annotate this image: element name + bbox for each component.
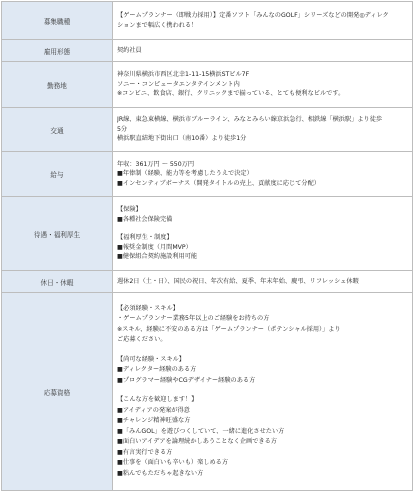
row-location (2, 62, 413, 108)
row-line: 【尚可な経験・スキル】 (117, 355, 185, 363)
row-line: ■面白いアイデアを論理続かしあうことなく企画できる方 (117, 438, 277, 446)
row-salary (2, 152, 413, 197)
row-line: ・ゲームプランナー業務5年以上のご経験をお持ちの方 (117, 315, 270, 323)
row-value (113, 40, 413, 62)
row-line: 【必須経験・スキル】 (117, 304, 179, 312)
row-label: 給与 (2, 152, 113, 197)
row-line: 神奈川県横浜市西区北幸1-11-15横浜STビル7F (117, 71, 250, 79)
job-details-table (1, 1, 413, 491)
row-value (113, 62, 413, 108)
row-label: 募集職種 (2, 2, 113, 40)
row-line: 【ゲームプランナー（即戦力採用）】定番ソフト「みんなのGOLF」シリーズなどの開発◎ディレク (117, 12, 389, 20)
row-label: 雇用形態 (2, 40, 113, 62)
row-line: ■報奨金制度（月間MVP） (117, 243, 192, 251)
row-value (113, 271, 413, 293)
row-job-type (2, 2, 413, 40)
row-line: ※スキル、経験に不安のある方は「ゲームプランナー（ポテンシャル採用）」より (117, 325, 341, 333)
row-requirements (2, 293, 413, 491)
row-label: 休日・休暇 (2, 271, 113, 293)
row-line: 【保険】 (117, 206, 142, 214)
row-line: ■インセンティブボーナス（開発タイトルの売上、貢献度に応じて分配） (117, 179, 320, 187)
row-line: JR線、東急東横線、横浜市ブルーライン、みなとみらい線京浜急行、相鉄線「横浜駅」より徒歩 (117, 116, 383, 124)
row-value (113, 197, 413, 271)
row-line: 契約社員 (117, 46, 142, 54)
row-benefits (2, 197, 413, 271)
row-line: ※コンビニ、飲食店、銀行、クリニックまで揃っている、とても便利なビルです。 (117, 90, 345, 98)
row-line: ■仕事を（面白いも辛いも）楽しめる方 (117, 459, 229, 467)
row-line: ■健保組合契約施設利用可能 (117, 253, 198, 261)
row-label: 応募資格 (2, 293, 113, 491)
row-line: ご応募ください。 (117, 336, 167, 344)
row-line: ■「みんGOL」を遊びつくしていて、一緒に進化させたい方 (117, 427, 285, 435)
row-value (113, 152, 413, 197)
row-line: ■プログラマー経験やCGデザイナー経験のある方 (117, 376, 256, 384)
row-line: ■アイディアの発案が得意 (117, 406, 190, 414)
row-value (113, 293, 413, 491)
row-line: 週休2日（土・日）、国民の祝日、年次有給、夏季、年末年始、慶弔、リフレッシュ休暇 (117, 277, 359, 285)
row-line: ■粘んでもただちゃ起きない方 (117, 469, 204, 477)
row-value (113, 108, 413, 152)
row-line: ■年俸制（経験、能力等を考慮したうえで決定） (117, 170, 253, 178)
row-label: 交通 (2, 108, 113, 152)
row-employment-type (2, 40, 413, 62)
row-line: ■有言実行できる方 (117, 448, 173, 456)
row-line: ■チャレンジ精神旺盛な方 (117, 417, 191, 425)
row-line: ションまで幅広く携われる！ (117, 21, 198, 29)
row-label: 勤務地 (2, 62, 113, 108)
row-label: 待遇・福利厚生 (2, 197, 113, 271)
row-line: ■ディレクター経験のある方 (117, 366, 197, 374)
row-line: ソニー・コンピュータエンタテインメント内 (117, 80, 240, 88)
row-line: 横浜駅直結地下街出口（南10番）より徒歩1分 (117, 135, 247, 143)
row-line: 5分 (117, 125, 128, 133)
row-line: 【福利厚生・制度】 (117, 234, 173, 242)
row-value (113, 2, 413, 40)
row-access (2, 108, 413, 152)
row-holidays (2, 271, 413, 293)
row-line: ■各種社会保険完備 (117, 215, 173, 223)
row-line: 年収：361万円 ～ 550万円 (117, 160, 195, 168)
row-line: 【こんな方を歓迎します！】 (117, 396, 198, 404)
